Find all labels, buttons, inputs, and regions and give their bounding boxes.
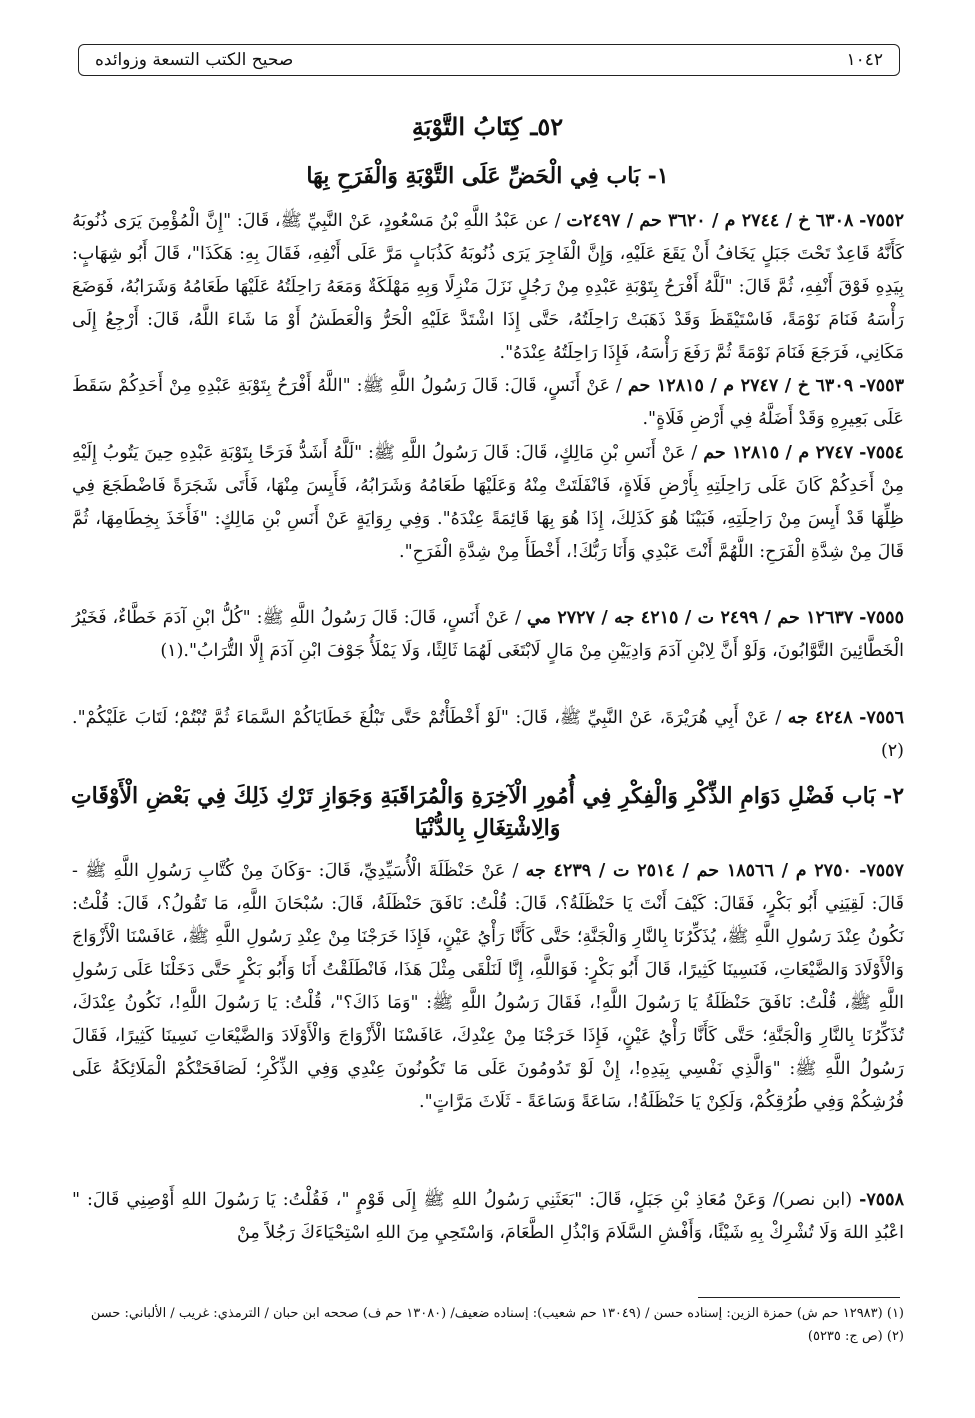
page-header bbox=[78, 44, 900, 76]
footnote-1: (١) (١٢٩٨٣ حم ش) حمزة الزين: إسناده حسن / (١٣٠٤٩ حم شعيب): إسناده ضعيف/ (١٣٠٨٠ حم ف) صححه ابن حبان / الترمذي: غريب / الألباني: حسن bbox=[90, 1306, 904, 1321]
hadith-text: / عن عَبْدُ اللَّهِ بْنُ مَسْعُودٍ، عَنْ النَّبِيِّ ﷺ، قَالَ: "إِنَّ الْمُؤْمِنَ يَرَى ذُنُوبَهُ كَأَنَّهُ قَاعِدٌ تَحْتَ جَبَلٍ يَخَافُ أَنْ يَقَعَ عَلَيْهِ، وَإِنَّ الْفَاجِرَ يَرَى ذُنُوبَهُ كَذُبَابٍ مَرَّ عَلَى أَنْفِهِ، فَقَالَ بِهِ: هَكَذَا"، قَالَ أَبُو شِهَابٍ: بِيَدِهِ فَوْقَ أَنْفِهِ، ثُمَّ قَالَ: "لَلَّهُ أَفْرَحُ بِتَوْبَةِ عَبْدِهِ مِنْ رَجُلٍ نَزَلَ مَنْزِلًا وَبِهِ مَهْلَكَةٌ وَمَعَهُ رَاحِلَتُهُ عَلَيْهَا طَعَامُهُ وَشَرَابُهُ، فَوَضَعَ رَأْسَهُ فَنَامَ نَوْمَةً، فَاسْتَيْقَظَ وَقَدْ ذَهَبَتْ رَاحِلَتُهُ، حَتَّى إِذَا اشْتَدَّ عَلَيْهِ الْحَرُّ وَالْعَطَشُ أَوْ مَا شَاءَ اللَّهُ، قَالَ: أَرْجِعُ إِلَى مَكَانِي، فَرَجَعَ فَنَامَ نَوْمَةً ثُمَّ رَفَعَ رَأْسَهُ، فَإِذَا رَاحِلَتُهُ عِنْدَهُ". bbox=[72, 211, 904, 363]
hadith-7556 bbox=[72, 702, 904, 768]
footnote-separator bbox=[698, 1297, 900, 1298]
hadith-7558 bbox=[72, 1184, 904, 1250]
footnote-2: (٢) (ص ج: ٥٢٣٥) bbox=[807, 1329, 904, 1344]
chapter-title-2: ٢- بَاب فَضْلِ دَوَامِ الذِّكْرِ وَالْفِكْرِ فِي أُمُورِ الْآخِرَةِ وَالْمُرَاقَبَةِ وَجَوَازِ تَرْكِ ذَلِكَ فِي بَعْضِ الْأَوْقَاتِ وَالِاشْتِغَالِ بِالدُّنْيَا bbox=[70, 783, 905, 841]
hadith-text: / عَنْ أَنَسٍ، قَالَ: قَالَ رَسُولُ اللَّهِ ﷺ: "اللَّهُ أَفْرَحُ بِتَوْبَةِ عَبْدِهِ مِنْ أَحَدِكُمْ سَقَطَ عَلَى بَعِيرِهِ وَقَدْ أَضَلَّهُ فِي أَرْضِ فَلَاةٍ". bbox=[72, 376, 904, 429]
page-number: ١٠٤٢ bbox=[846, 50, 883, 70]
hadith-refs: ٦٣٠٩ خ / ٢٧٤٧ م / ١٢٨١٥ حم bbox=[627, 376, 854, 396]
hadith-refs: ٢٧٥٠ م / ١٨٥٦٦ حم / ٢٥١٤ ت / ٤٢٣٩ جه bbox=[525, 861, 852, 881]
hadith-number: ٧٥٥٣- bbox=[859, 376, 904, 396]
chapter-title-1: ١- بَاب فِي الْحَضِّ عَلَى التَّوْبَةِ وَالْفَرَحِ بِهَا bbox=[306, 163, 669, 189]
hadith-refs: ٤٢٤٨ جه bbox=[787, 708, 853, 728]
hadith-refs: ٦٣٠٨ خ / ٢٧٤٤ م / ٣٦٢٠ حم / ٢٤٩٧ت bbox=[566, 211, 854, 231]
hadith-7555 bbox=[72, 602, 904, 668]
hadith-7557 bbox=[72, 855, 904, 1119]
hadith-number: ٧٥٥٥- bbox=[859, 608, 904, 628]
hadith-7554 bbox=[72, 437, 904, 569]
hadith-text: / عَنْ حَنْظَلَةَ الْأُسَيِّدِيِّ، قَالَ: -وَكَانَ مِنْ كُتَّابِ رَسُولِ اللَّهِ ﷺ - قَالَ: لَقِيَنِي أَبُو بَكْرٍ، فَقَالَ: كَيْفَ أَنْتَ يَا حَنْظَلَةُ؟، قَالَ: قُلْتُ: نَافَقَ حَنْظَلَةُ، قَالَ: سُبْحَانَ اللَّهِ، مَا تَقُولُ؟، قَالَ: قُلْتُ: نَكُونُ عِنْدَ رَسُولِ اللَّهِ ﷺ، يُذَكِّرُنَا بِالنَّارِ وَالْجَنَّةِ؛ حَتَّى كَأَنَّا رَأْيُ عَيْنٍ، فَإِذَا خَرَجْنَا مِنْ عِنْدِ رَسُولِ اللَّهِ ﷺ، عَافَسْنَا الْأَزْوَاجَ وَالْأَوْلَادَ وَالضَّيْعَاتِ، فَنَسِينَا كَثِيرًا، قَالَ أَبُو بَكْرٍ: فَوَاللَّهِ، إِنَّا لَنَلْقَى مِثْلَ هَذَا، فَانْطَلَقْتُ أَنَا وَأَبُو بَكْرٍ حَتَّى دَخَلْنَا عَلَى رَسُولِ اللَّهِ ﷺ، قُلْتُ: نَافَقَ حَنْظَلَةُ يَا رَسُولَ اللَّهِ!، فَقَالَ رَسُولُ اللَّهِ ﷺ: "وَمَا ذَاكَ؟"، قُلْتُ: يَا رَسُولَ اللَّهِ!، نَكُونُ عِنْدَكَ، تُذَكِّرُنَا بِالنَّارِ وَالْجَنَّةِ؛ حَتَّى كَأَنَّا رَأْيُ عَيْنٍ، فَإِذَا خَرَجْنَا مِنْ عِنْدِكَ، عَافَسْنَا الْأَزْوَاجَ وَالْأَوْلَادَ وَالضَّيْعَاتِ نَسِينَا كَثِيرًا، فَقَالَ رَسُولُ اللَّهِ ﷺ: "وَالَّذِي نَفْسِي بِيَدِهِ!، إِنْ لَوْ تَدُومُونَ عَلَى مَا تَكُونُونَ عِنْدِي وَفِي الذِّكْرِ؛ لَصَافَحَتْكُمْ الْمَلَائِكَةُ عَلَى فُرُشِكُمْ وَفِي طُرُقِكُمْ، وَلَكِنْ يَا حَنْظَلَةُ!، سَاعَةً وَسَاعَةً - ثَلَاثَ مَرَّاتٍ". bbox=[72, 861, 904, 1112]
hadith-7552 bbox=[72, 205, 904, 370]
hadith-text: (ابن نصر)/ وَعَنْ مُعَاذِ بْنِ جَبَلٍ، قَالَ: "بَعَثَنِي رَسُولُ اللهِ ﷺ إِلَى قَوْمٍ "، فَقُلْتُ: يَا رَسُولَ اللهِ أَوْصِنِي قَالَ: " اعْبُدِ اللهَ وَلَا تُشْرِكْ بِهِ شَيْئًا، وَأَفْشِ السَّلَامَ وَابْذُلِ الطَّعَامَ، وَاسْتَحِيِ مِنَ اللهِ اسْتِحْيَاءَكَ رَجُلاً مِنْ bbox=[72, 1190, 904, 1243]
hadith-text: / عَنْ أَنَسٍ، قَالَ: قَالَ رَسُولُ اللَّهِ ﷺ: "كُلُّ ابْنِ آدَمَ خَطَّاءٌ، فَخَيْرُ الْخَطَّائِينَ التَّوَّابُونَ، وَلَوْ أَنَّ لِابْنِ آدَمَ وَادِيَيْنِ مِنْ مَالٍ لَابْتَغَى لَهُمَا ثَالِثًا، وَلَا يَمْلَأُ جَوْفَ ابْنِ آدَمَ إِلَّا التُّرَابُ".(١) bbox=[72, 608, 904, 661]
hadith-text: / عَنْ أَنَسِ بْنِ مَالِكٍ، قَالَ: قَالَ رَسُولُ اللَّهِ ﷺ: "لَلَّهُ أَشَدُّ فَرَحًا بِتَوْبَةِ عَبْدِهِ حِينَ يَتُوبُ إِلَيْهِ مِنْ أَحَدِكُمْ كَانَ عَلَى رَاحِلَتِهِ بِأَرْضِ فَلَاةٍ، فَانْفَلَتَتْ مِنْهُ وَعَلَيْهَا طَعَامُهُ وَشَرَابُهُ، فَأَيِسَ مِنْهَا، فَأَتَى شَجَرَةً فَاضْطَجَعَ فِي ظِلِّهَا قَدْ أَيِسَ مِنْ رَاحِلَتِهِ، فَبَيْنَا هُوَ كَذَلِكَ، إِذَا هُوَ بِهَا قَائِمَةً عِنْدَهُ". وَفِي رِوَايَةٍ عَنْ أَنَسِ بْنِ مَالِكٍ: "فَأَخَذَ بِخِطَامِهَا، ثُمَّ قَالَ مِنْ شِدَّةِ الْفَرَحِ: اللَّهُمَّ أَنْتَ عَبْدِي وَأَنَا رَبُّكَ!، أَخْطَأَ مِنْ شِدَّةِ الْفَرَحِ". bbox=[72, 443, 904, 562]
book-title: ٥٢ـ كِتَابُ التَّوْبَةِ bbox=[411, 112, 564, 141]
running-title: صحيح الكتب التسعة وزوائده bbox=[95, 50, 294, 70]
hadith-text: / عَنْ أَبِي هُرَيْرَةَ، عَنْ النَّبِيِّ ﷺ، قَالَ: "لَوْ أَخْطَأْتُمْ حَتَّى تَبْلُغَ خَطَايَاكُمْ السَّمَاءَ ثُمَّ تُبْتُمْ؛ لَتَابَ عَلَيْكُمْ".(٢) bbox=[72, 708, 904, 761]
hadith-number: ٧٥٥٦- bbox=[859, 708, 904, 728]
hadith-refs: ١٢٦٣٧ حم / ٢٤٩٩ ت / ٤٢١٥ جه / ٢٧٢٧ مي bbox=[526, 608, 854, 628]
hadith-number: ٧٥٥٨- bbox=[859, 1190, 904, 1210]
hadith-number: ٧٥٥٤- bbox=[859, 443, 904, 463]
hadith-number: ٧٥٥٢- bbox=[859, 211, 904, 231]
footnotes bbox=[72, 1302, 904, 1348]
hadith-7553 bbox=[72, 370, 904, 436]
hadith-number: ٧٥٥٧- bbox=[859, 861, 904, 881]
hadith-refs: ٢٧٤٧ م / ١٢٨١٥ حم bbox=[703, 443, 854, 463]
